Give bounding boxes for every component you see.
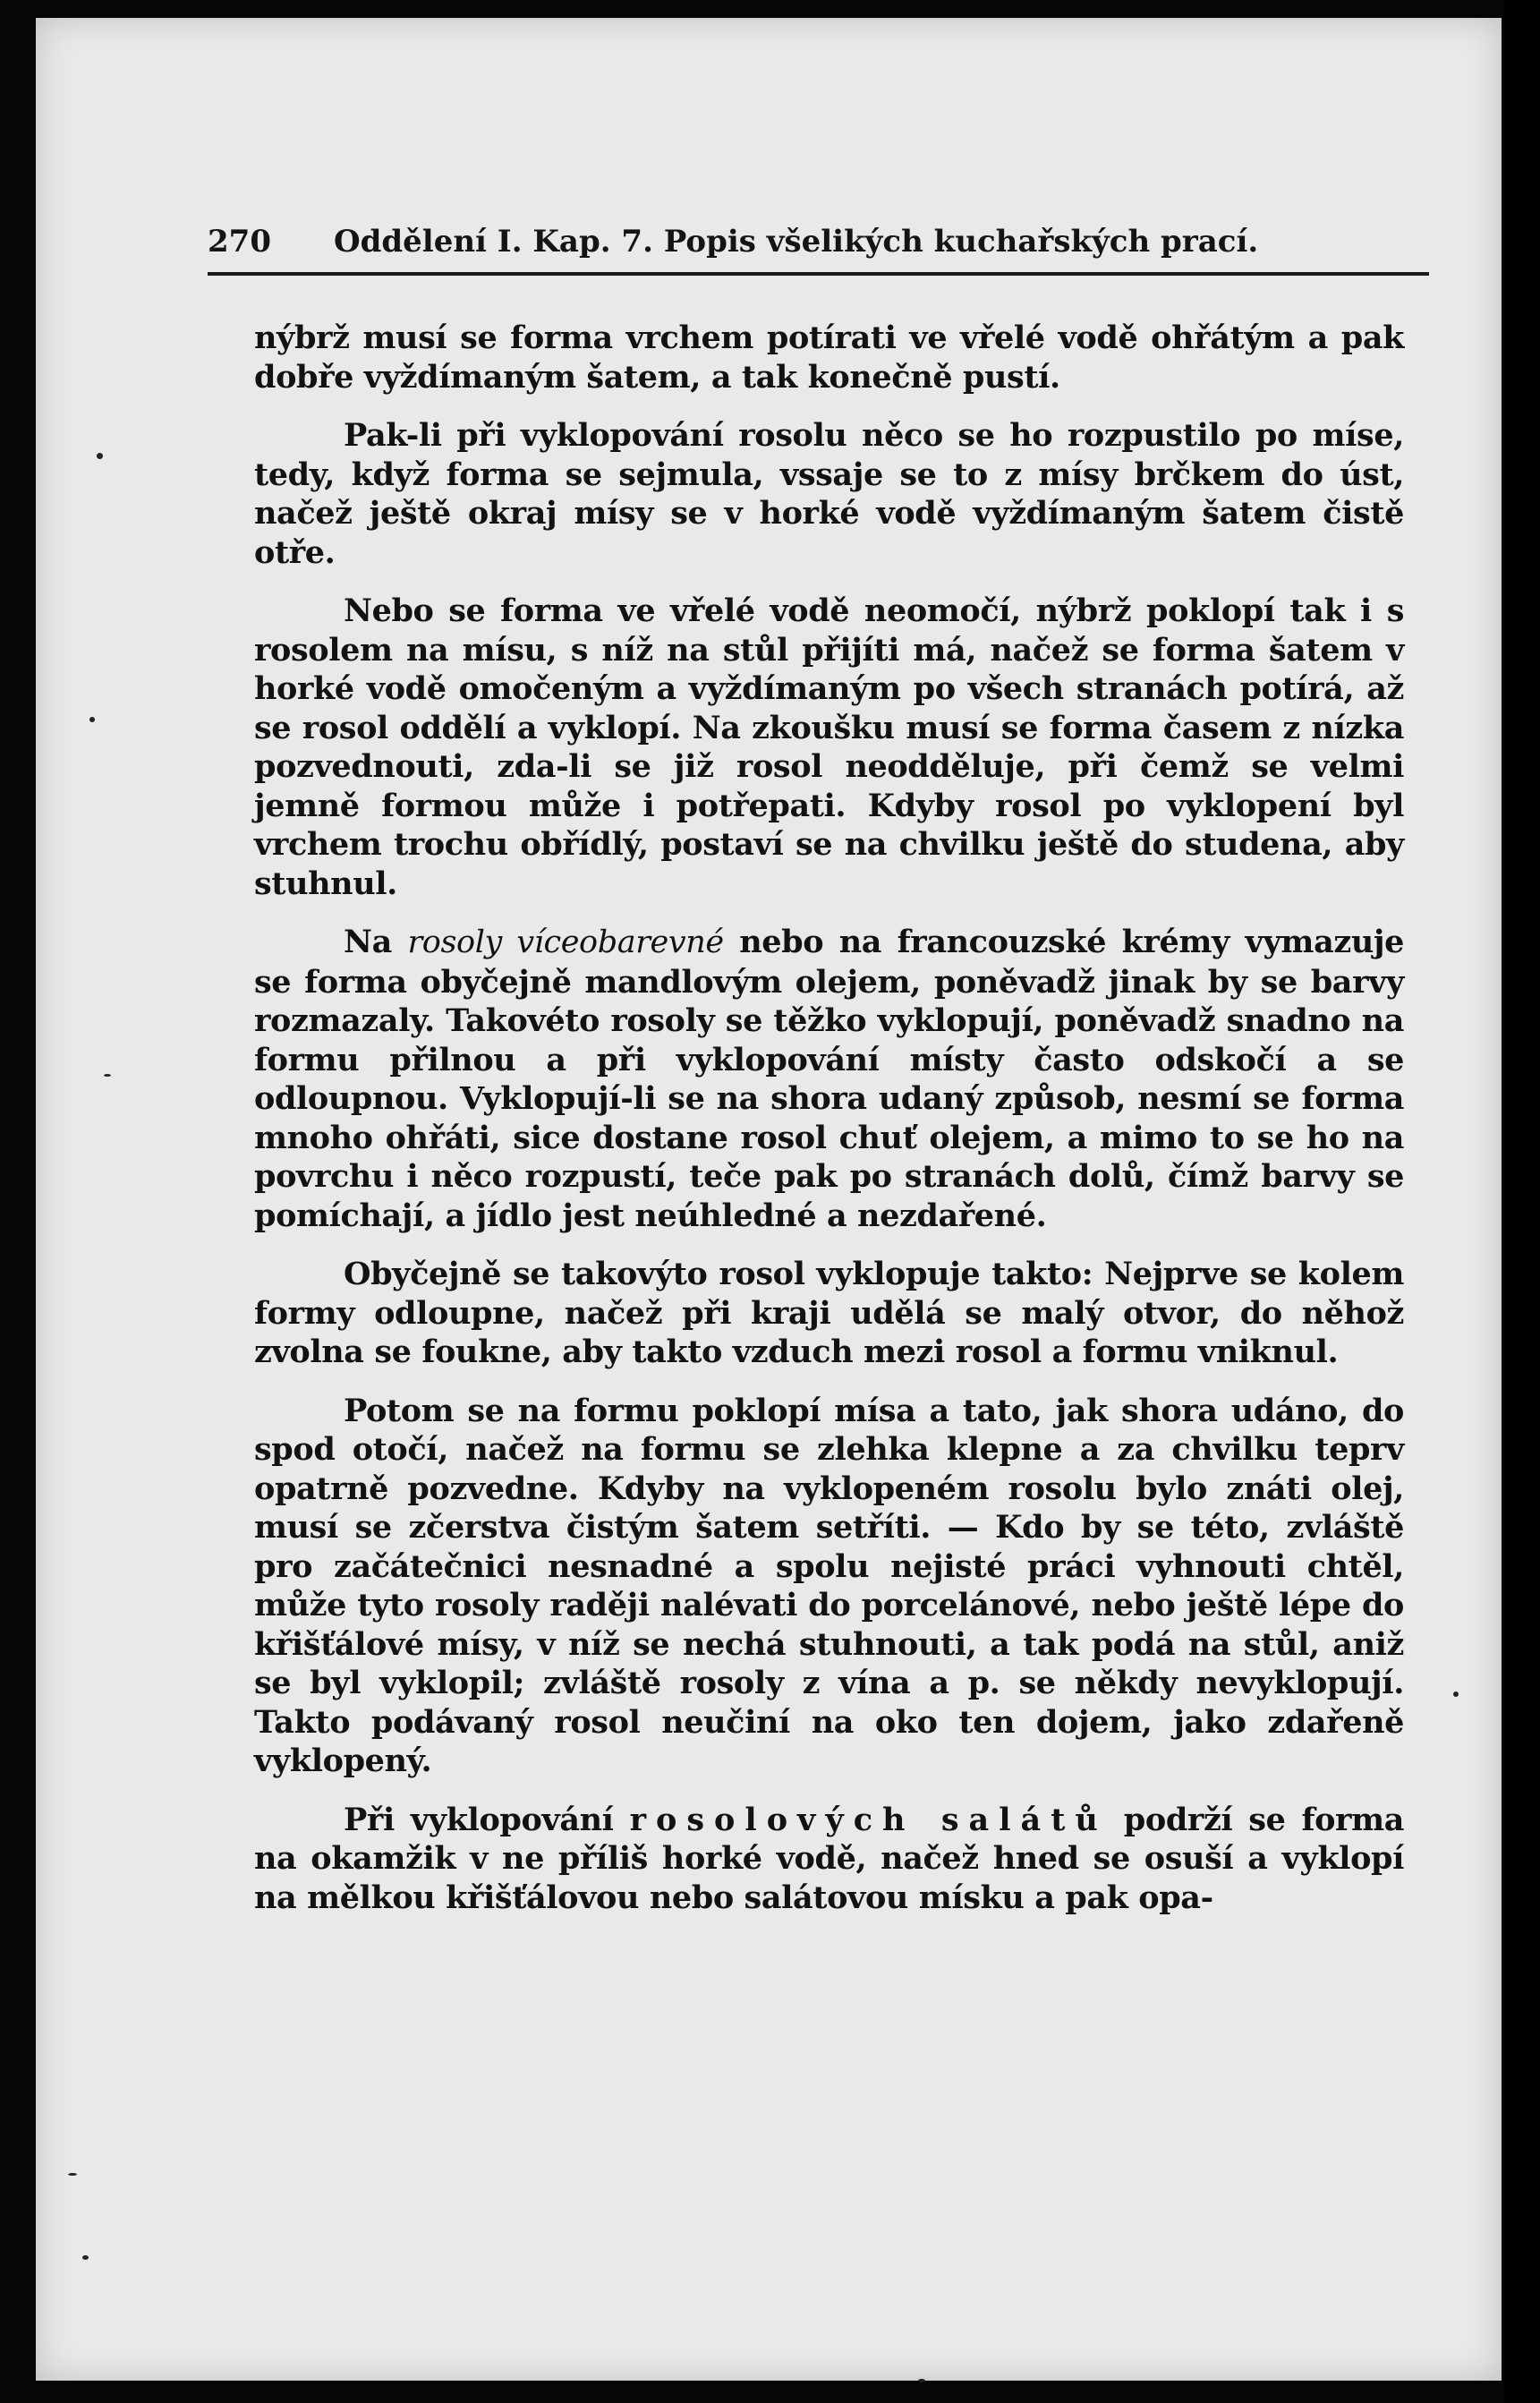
paragraph: Potom se na formu poklopí mísa a tato, jak shora udáno, do spod otočí, načež na formu se zlehka klepne a za chvilku teprv opatrně pozvedne. Kdyby na vyklopeném rosolu bylo znáti olej, musí se zčerstva čistým šatem setříti. — Kdo by se této, zvláště pro začátečnici nesnadné a spolu nejisté práci vyhnouti chtěl, může tyto rosoly raději nalévati do porcelánové, nebo ještě lépe do křišťálové mísy, v níž se nechá stuhnouti, a tak podá na stůl, aniž se byl vyklopil; zvláště rosoly z vína a p. se někdy nevyklopují. Takto podávaný rosol neučiní na oko ten dojem, jako zdařeně vyklopený.: [254, 1392, 1404, 1779]
scan-speck: [68, 2173, 77, 2176]
body-text: [254, 319, 1404, 1937]
running-title: Oddělení I. Kap. 7. Popis všelikých kuchařských prací.: [333, 224, 1259, 260]
paragraph-text: Na: [344, 924, 408, 960]
italic-term: rosoly víceobarevné: [407, 925, 724, 960]
paragraph-text: Při vyklopování: [344, 1801, 630, 1838]
page-header: [208, 224, 1425, 260]
scan-right-edge: [1504, 0, 1540, 2403]
paragraph: nýbrž musí se forma vrchem potírati ve vřelé vodě ohřátým a pak dobře vyždímaným šatem, a tak konečně pustí.: [254, 320, 1404, 396]
spaced-term: rosolových salátů: [629, 1801, 1108, 1838]
page-number: 270: [208, 224, 271, 260]
paragraph-text: nebo na francouzské krémy vymazuje se forma obyčejně mandlovým olejem, poněvadž jinak by se barvy rozmazaly. Takovéto rosoly se těžko vyklopují, poněvadž snadno na formu přilnou a při vyklopování místy často odskočí a se odloupnou. Vyklopují-li se na shora udaný způsob, nesmí se forma mnoho ohřáti, sice dostane rosol chuť olejem, a mimo to se ho na povrchu i něco rozpustí, teče pak po stranách dolů, čímž barvy se pomíchají, a jídlo jest neúhledné a nezdařené.: [254, 924, 1404, 1234]
paragraph: Pak-li při vyklopování rosolu něco se ho rozpustilo po míse, tedy, když forma se sejmula, vssaje se to z mísy brčkem do úst, načež ještě okraj mísy se v horké vodě vyždímaným šatem čistě otře.: [254, 417, 1404, 571]
header-rule: [208, 272, 1429, 276]
scan-speck: [89, 717, 95, 722]
paragraph: [254, 923, 1404, 1235]
paragraph: Obyčejně se takovýto rosol vyklopuje takto: Nejprve se kolem formy odloupne, načež při kraji udělá se malý otvor, do něhož zvolna se foukne, aby takto vzduch mezi rosol a formu vniknul.: [254, 1256, 1404, 1370]
paragraph: Nebo se forma ve vřelé vodě neomočí, nýbrž poklopí tak i s rosolem na mísu, s níž na stůl přijíti má, načež se forma šatem v horké vodě omočeným a vyždímaným po všech stranách potírá, až se rosol oddělí a vyklopí. Na zkoušku musí se forma časem z nízka pozvednouti, zda-li se již rosol neodděluje, při čemž se velmi jemně formou může i potřepati. Kdyby rosol po vyklopení byl vrchem trochu obřídlý, postaví se na chvilku ještě do studena, aby stuhnul.: [254, 592, 1404, 902]
paragraph-text: podrží se forma na okamžik v ne příliš horké vodě, načež hned se osuší a vyklopí na mělkou křišťálovou nebo salátovou mísku a pak opa-: [254, 1801, 1404, 1916]
paragraph: [254, 1801, 1404, 1918]
scan-speck: [1453, 1691, 1459, 1697]
scan-speck: [104, 1074, 111, 1077]
scan-speck: [82, 2255, 89, 2260]
scan-speck: [918, 2379, 925, 2382]
scan-speck: [97, 453, 103, 459]
